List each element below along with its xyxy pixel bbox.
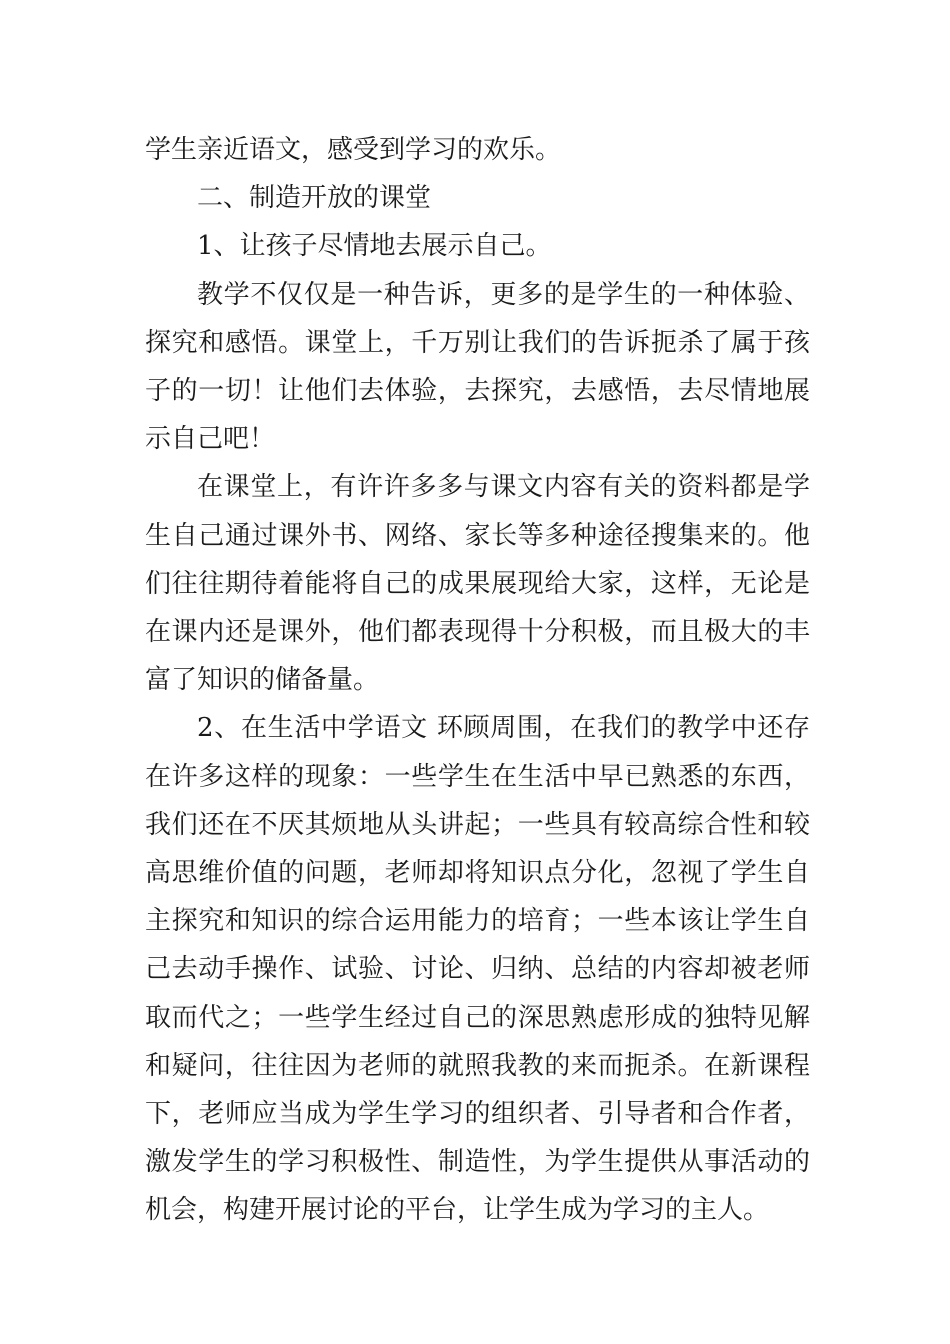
paragraph-4: 2、在生活中学语文 环顾周围，在我们的教学中还存在许多这样的现象：一些学生在生活中早已熟悉的东西，我们还在不厌其烦地从头讲起；一些具有较高综合性和较高思维价值的问题，老师却将知识点分化，忽视了学生自主探究和知识的综合运用能力的培育；一些本该让学生自己去动手操作、试验、讨论、归纳、总结的内容却被老师取而代之；一些学生经过自己的深思熟虑形成的独特见解和疑问，往往因为老师的就照我教的来而扼杀。在新课程下，老师应当成为学生学习的组织者、引导者和合作者，激发学生的学习积极性、制造性，为学生提供从事活动的机会，构建开展讨论的平台，让学生成为学习的主人。 [145,713,810,1226]
paragraph-3: 在课堂上，有许许多多与课文内容有关的资料都是学生自己通过课外书、网络、家长等多种途径搜集来的。他们往往期待着能将自己的成果展现给大家，这样，无论是在课内还是课外，他们都表现得十分积极，而且极大的丰富了知识的储备量。 [145,472,810,696]
paragraph-2: 教学不仅仅是一种告诉，更多的是学生的一种体验、探究和感悟。课堂上，千万别让我们的告诉扼杀了属于孩子的一切！让他们去体验，去探究，去感悟，去尽情地展示自己吧！ [145,279,810,455]
section-heading: 二、制造开放的课堂 [197,183,432,214]
subsection-heading-1: 1、让孩子尽情地去展示自己。 [197,231,552,262]
paragraph-1: 学生亲近语文，感受到学习的欢乐。 [145,135,562,165]
document-body [145,126,810,1235]
